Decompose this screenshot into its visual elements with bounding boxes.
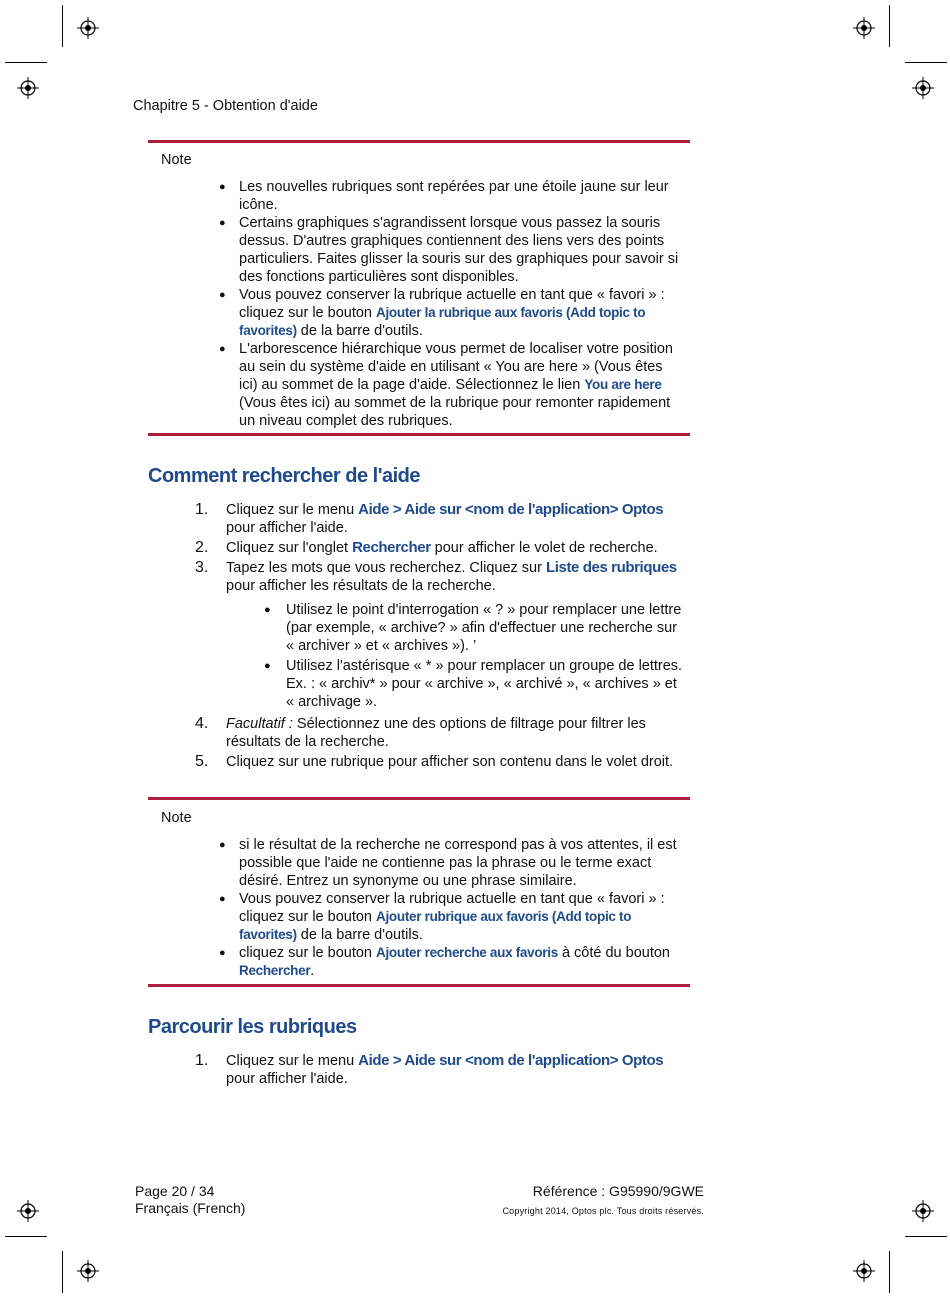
registration-mark-icon	[853, 1260, 875, 1282]
step-item: 3. Tapez les mots que vous recherchez. Cliquez sur Liste des rubriques pour afficher les résultats de la recherche. ● Utilisez le point d'interrogation « ? » pour remplacer une lettre (par exemple, « archive? » afin d'effectuer une recherche sur « archiver » et « archives »). ’ ● Utilisez l'astérisque « * » pour remplacer un groupe de lettres. Ex. : « archiv* » pour « archive », « archivé », « archives » et « archivage ».	[226, 559, 696, 711]
note-label: Note	[161, 810, 192, 826]
note-bullet-list	[219, 836, 684, 980]
you-are-here-link[interactable]: You are here	[584, 377, 662, 392]
list-item: ● L'arborescence hiérarchique vous permet de localiser votre position au sein du système d'aide en utilisant « You are here » (Vous êtes ici) au sommet de la page d'aide. Sélectionnez le lien You are here (Vous êtes ici) au sommet de la rubrique pour remonter rapidement un niveau complet des rubriques.	[219, 341, 673, 429]
step-item: 2. Cliquez sur l'onglet Rechercher pour afficher le volet de recherche.	[195, 539, 658, 556]
add-search-favorites-link[interactable]: Ajouter recherche aux favoris	[376, 945, 558, 960]
running-header: Chapitre 5 - Obtention d'aide	[133, 98, 318, 114]
bullet-icon: ●	[264, 604, 271, 616]
section-heading-browse: Parcourir les rubriques	[148, 1016, 357, 1038]
registration-mark-icon	[912, 77, 934, 99]
language-label: Français (French)	[135, 1200, 246, 1216]
search-tab-link[interactable]: Rechercher	[352, 539, 431, 556]
bullet-icon: ●	[219, 839, 226, 851]
list-item: ● Utilisez l'astérisque « * » pour remplacer un groupe de lettres. Ex. : « archiv* » pour « archive », « archivé », « archives » et « archivage ».	[264, 658, 683, 710]
add-topic-favorites-link[interactable]: Ajouter rubrique aux favoris (Add topic to favorites)	[239, 909, 632, 942]
bullet-icon: ●	[219, 217, 226, 229]
reference-number: Référence : G95990/9GWE	[532, 1183, 704, 1199]
crop-mark	[905, 1236, 947, 1237]
search-button-link[interactable]: Rechercher	[239, 963, 311, 978]
bullet-icon: ●	[219, 181, 226, 193]
note-bullet-list	[219, 178, 684, 430]
registration-mark-icon	[17, 1200, 39, 1222]
list-item: ● Vous pouvez conserver la rubrique actuelle en tant que « favori » : cliquez sur le bouton Ajouter la rubrique aux favoris (Add topic to favorites) de la barre d'outils.	[219, 287, 665, 339]
note-top-rule	[148, 797, 690, 800]
bullet-icon: ●	[219, 947, 226, 959]
search-steps-list	[195, 501, 696, 771]
menu-help-link[interactable]: Aide > Aide sur <nom de l'application> Optos	[358, 1052, 664, 1069]
list-item: ● cliquez sur le bouton Ajouter recherche aux favoris à côté du bouton Rechercher.	[219, 945, 670, 979]
bullet-icon: ●	[264, 660, 271, 672]
note-label: Note	[161, 152, 192, 168]
list-item: ● si le résultat de la recherche ne correspond pas à vos attentes, il est possible que l'aide ne contienne pas la phrase ou le terme exact désiré. Entrez un synonyme ou une phrase similaire.	[219, 837, 677, 889]
search-tips-list	[264, 601, 686, 711]
add-topic-favorites-link[interactable]: Ajouter la rubrique aux favoris (Add topic to favorites)	[239, 305, 646, 338]
step-item: 4. Facultatif : Sélectionnez une des options de filtrage pour filtrer les résultats de la recherche.	[195, 715, 646, 750]
step-item: 1. Cliquez sur le menu Aide > Aide sur <nom de l'application> Optos pour afficher l'aide.	[195, 1052, 664, 1087]
copyright-notice: Copyright 2014, Optos plc. Tous droits réservés.	[502, 1206, 704, 1216]
registration-mark-icon	[853, 17, 875, 39]
menu-help-link[interactable]: Aide > Aide sur <nom de l'application> Optos	[358, 501, 664, 518]
footer-left	[135, 1183, 245, 1217]
registration-mark-icon	[77, 17, 99, 39]
note-bottom-rule	[148, 433, 690, 436]
note-bottom-rule	[148, 984, 690, 987]
page-number: Page 20 / 34	[135, 1183, 215, 1199]
topic-list-link[interactable]: Liste des rubriques	[545, 559, 677, 576]
list-item: ● Vous pouvez conserver la rubrique actuelle en tant que « favori » : cliquez sur le bouton Ajouter rubrique aux favoris (Add topic to favorites) de la barre d'outils.	[219, 891, 665, 943]
crop-mark	[889, 5, 890, 47]
bullet-icon: ●	[219, 289, 226, 301]
crop-mark	[62, 1251, 63, 1293]
step-item: 5. Cliquez sur une rubrique pour afficher son contenu dans le volet droit.	[195, 753, 674, 770]
crop-mark	[905, 62, 947, 63]
bullet-icon: ●	[219, 343, 226, 355]
crop-mark	[62, 5, 63, 47]
bullet-icon: ●	[219, 893, 226, 905]
list-item: ● Les nouvelles rubriques sont repérées par une étoile jaune sur leur icône.	[219, 179, 669, 213]
step-item: 1. Cliquez sur le menu Aide > Aide sur <nom de l'application> Optos pour afficher l'aide.	[195, 501, 664, 536]
browse-steps-list	[195, 1052, 696, 1088]
crop-mark	[5, 1236, 47, 1237]
section-heading-search: Comment rechercher de l'aide	[148, 465, 420, 487]
registration-mark-icon	[912, 1200, 934, 1222]
crop-mark	[889, 1251, 890, 1293]
registration-mark-icon	[17, 77, 39, 99]
list-item: ● Certains graphiques s'agrandissent lorsque vous passez la souris dessus. D'autres graphiques contiennent des liens vers des points particuliers. Faites glisser la souris sur des graphiques pour savoir si des fonctions particulières sont disponibles.	[219, 215, 679, 285]
crop-mark	[5, 62, 47, 63]
footer-right	[502, 1183, 704, 1220]
registration-mark-icon	[77, 1260, 99, 1282]
list-item: ● Utilisez le point d'interrogation « ? » pour remplacer une lettre (par exemple, « archive? » afin d'effectuer une recherche sur « archiver » et « archives »). ’	[264, 602, 682, 654]
note-top-rule	[148, 140, 690, 143]
